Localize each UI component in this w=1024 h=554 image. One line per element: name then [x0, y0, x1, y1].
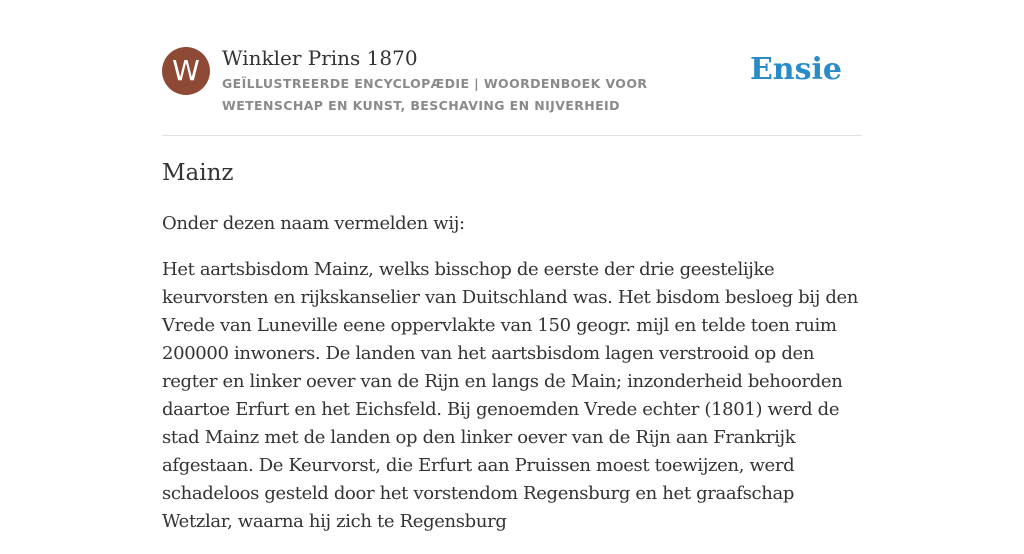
article-intro: Onder dezen naam vermelden wij:	[162, 213, 465, 234]
article-body	[162, 210, 866, 554]
article-title: Mainz	[162, 160, 234, 186]
source-name[interactable]: Winkler Prins 1870	[222, 46, 418, 70]
ensie-logo[interactable]: Ensie	[749, 52, 842, 87]
source-avatar[interactable]: W	[162, 47, 210, 95]
source-header	[162, 44, 862, 136]
article-paragraph: Het aartsbisdom Mainz, welks bisschop de eerste der drie geestelijke keurvorsten en rijkskanselier van Duitschland was. Het bisdom besloeg bij den Vrede van Luneville eene oppervlakte van 150 geogr. mijl en telde toen ruim 200000 inwoners. De landen van het aartsbisdom lagen verstrooid op den regter en linker oever van de Rijn en langs de Main; inzonderheid behoorden daartoe Erfurt en het Eichsfeld. Bij genoemden Vrede echter (1801) werd de stad Mainz met de landen op den linker oever van de Rijn aan Frankrijk afgestaan. De Keurvorst, die Erfurt aan Pruissen moest toewijzen, werd schadeloos gesteld door het vorstendom Regensburg en het graafschap Wetzlar, waarna hij zich te Regensburg	[162, 259, 859, 532]
source-subtitle: GEÏLLUSTREERDE ENCYCLOPÆDIE | WOORDENBOEK VOOR WETENSCHAP EN KUNST, BESCHAVING EN NIJVERHEID	[222, 76, 648, 113]
